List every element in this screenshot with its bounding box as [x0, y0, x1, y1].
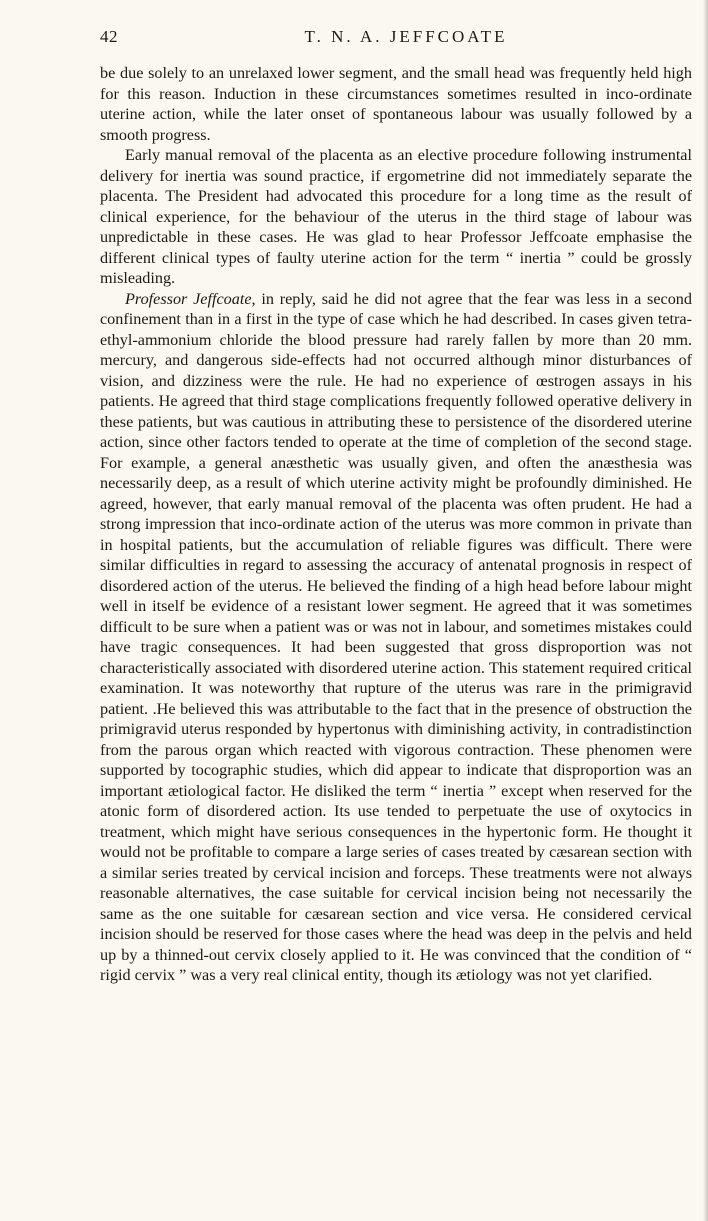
paragraph-continuation: be due solely to an unrelaxed lower segment, and the small head was frequently held high for this reason. Induction in these circumstances sometimes resulted in inco-ordinate uterine action, while the later onset of spontaneous labour was usually followed by a smooth progress. — [100, 64, 692, 144]
reply-text: in reply, said he did not agree that the fear was less in a second confinement than in a first in the type of case which he had described. In cases given tetra-ethyl-ammonium chloride the blood pressure had rarely fallen by more than 20 mm. mercury, and dangerous side-effects had not occurred although minor disturbances of vision, and dizziness were the rule. He had no experience of œstrogen assays in his patients. He agreed that third stage complications frequently followed operative delivery in these patients, but was cautious in attributing these to persistence of the disordered uterine action, since other factors tended to operate at the time of completion of the second stage. For example, a general anæsthetic was usually given, and often the anæsthesia was necessarily deep, as a result of which uterine activity might be profoundly diminished. He agreed, however, that early manual removal of the placenta was often prudent. He had a strong impression that inco-ordinate action of the uterus was more common in private than in hospital patients, but the accumulation of reliable figures was difficult. There were similar difficulties in regard to assessing the accuracy of antenatal prognosis in respect of disordered action of the uterus. He believed the finding of a high head before labour might well in itself be evidence of a resistant lower segment. He agreed that it was sometimes difficult to be sure when a patient was or was not in labour, and sometimes mistakes could have tragic consequences. It had been suggested that gross disproportion was not characteristically associated with disordered uterine action. This statement required critical examination. It was noteworthy that rupture of the uterus was rare in the primigravid patient. .He believed this was attributable to the fact that in the presence of obstruction the primigravid uterus responded by hypertonus with diminishing activity, in contradistinction from the parous organ which reacted with vigorous contraction. These phenomen were supported by tocographic studies, which did appear to indicate that disproportion was an important ætiological factor. He disliked the term “ inertia ” except when reserved for the atonic form of disordered action. Its use tended to perpetuate the use of oxytocics in treatment, which might have serious consequences in the hypertonic form. He thought it would not be profitable to compare a large series of cases treated by cæsarean section with a similar series treated by cervical incision and forceps. These treatments were not always reasonable alternatives, the case suitable for cervical incision being not necessarily the same as the one suitable for cæsarean section and vice versa. He considered cervical incision should be reserved for those cases where the head was deep in the pelvis and held up by a thinned-out cervix closely applied to it. He was convinced that the condition of “ rigid cervix ” was a very real clinical entity, though its ætiology was not yet clarified. — [100, 289, 692, 984]
running-head: T. N. A. JEFFCOATE — [304, 27, 508, 46]
paragraph-reply — [100, 289, 692, 986]
page-edge-shadow — [703, 0, 708, 1221]
page-header — [100, 27, 694, 51]
page-number: 42 — [100, 27, 118, 46]
body-text — [100, 63, 692, 986]
speaker-name: Professor Jeffcoate, — [125, 289, 256, 308]
paragraph-president-remarks: Early manual removal of the placenta as an elective procedure following instrumental delivery for inertia was sound practice, if ergometrine did not immediately separate the placenta. The President had advocated this procedure for a long time as the result of clinical experience, for the behaviour of the uterus in the third stage of labour was unpredictable in these cases. He was glad to hear Professor Jeffcoate emphasise the different clinical types of faulty uterine action for the term “ inertia ” could be grossly misleading. — [100, 146, 692, 287]
